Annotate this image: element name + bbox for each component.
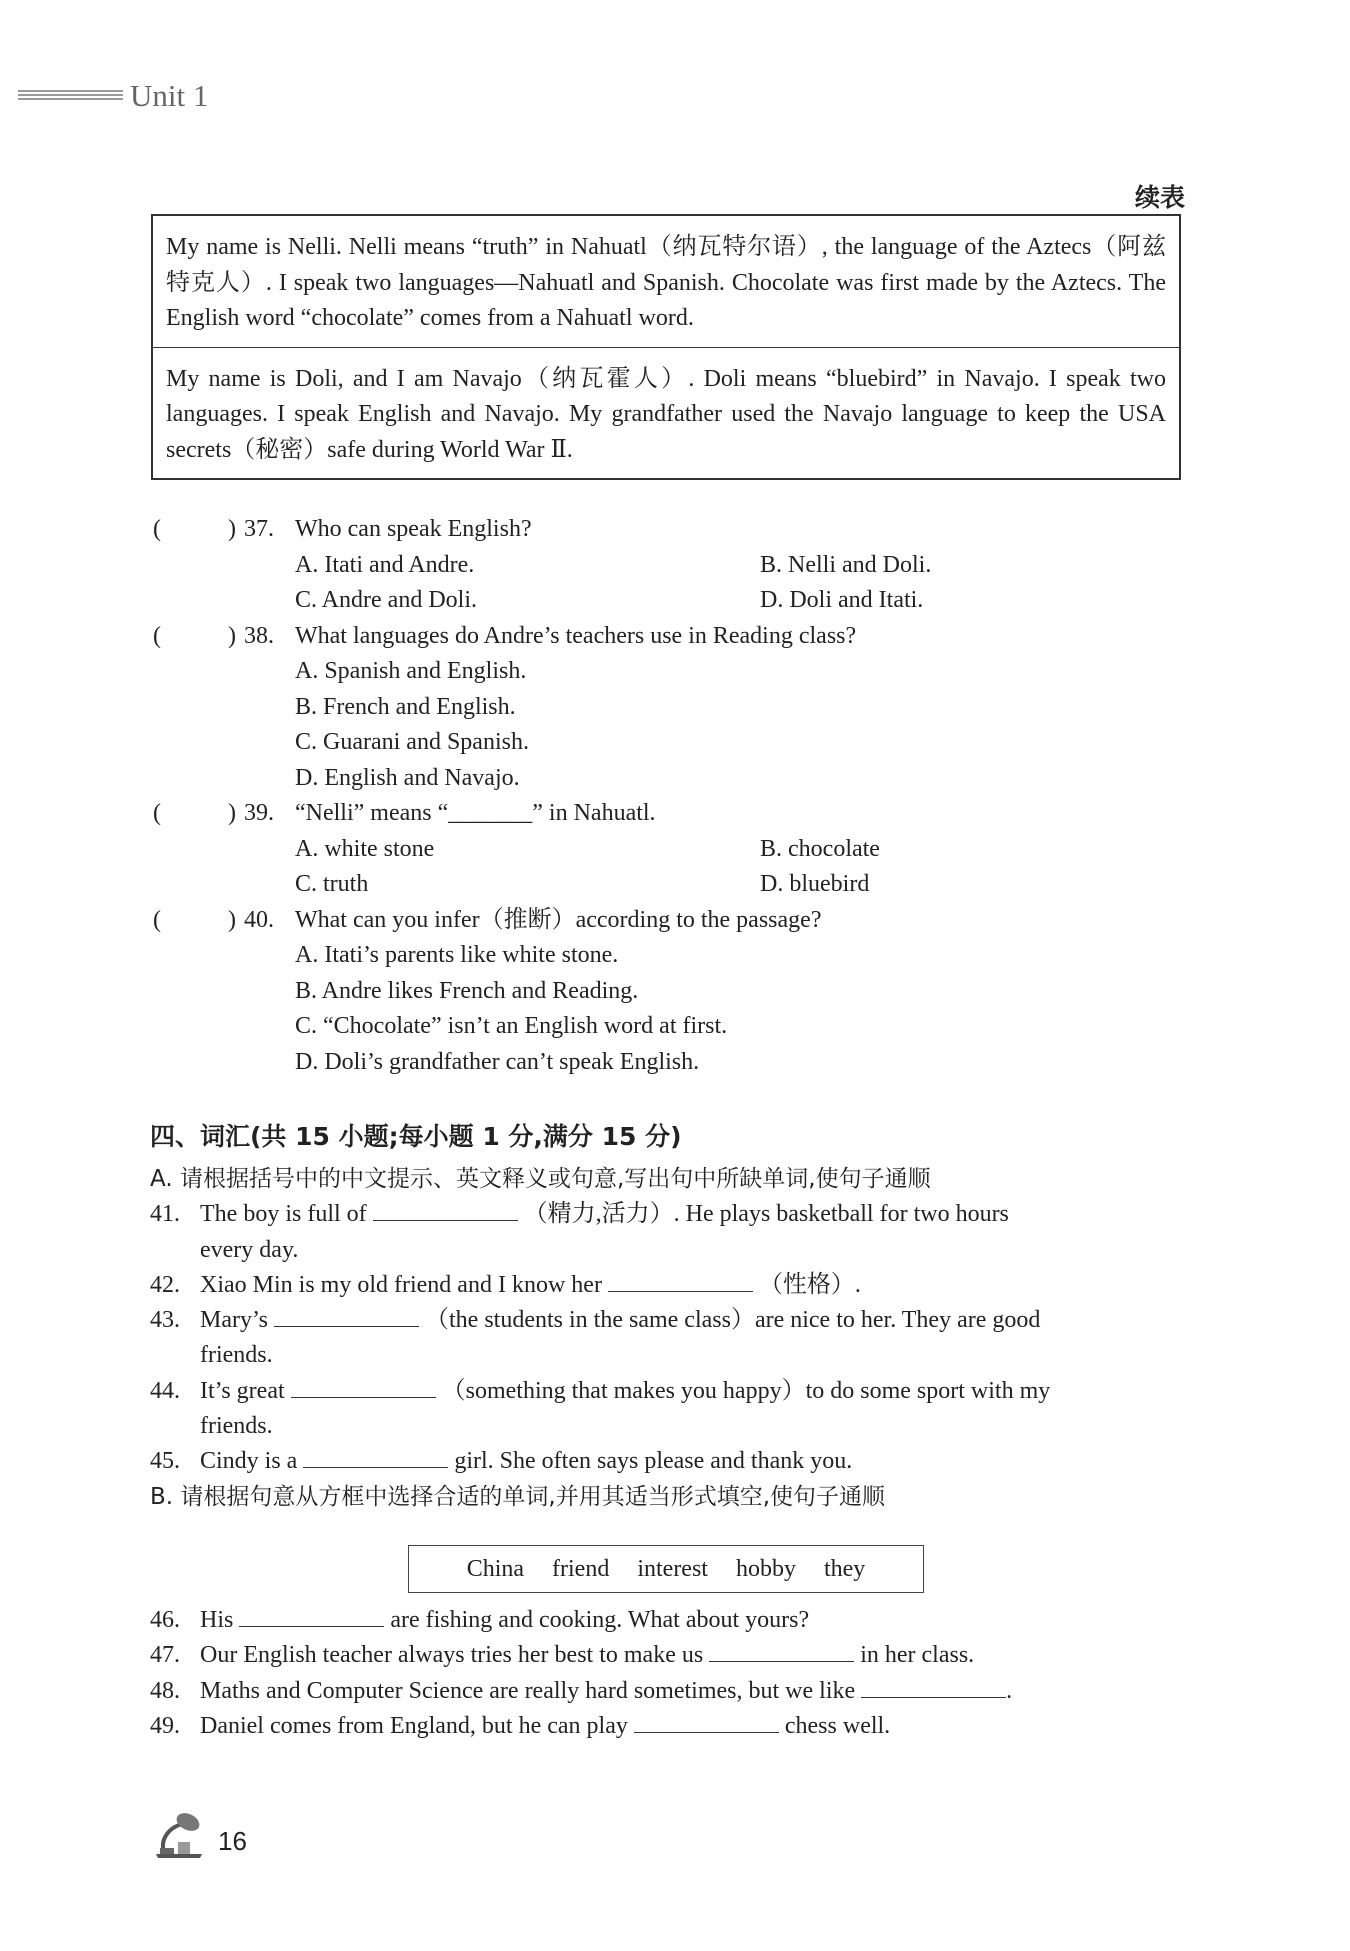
word-bank-item: they xyxy=(823,1555,866,1582)
item-49: 49. Daniel comes from England, but he can play chess well. xyxy=(150,1712,891,1739)
option-b: B. Andre likes French and Reading. xyxy=(295,977,639,1004)
word-bank-item: interest xyxy=(637,1555,708,1582)
question-text: What languages do Andre’s teachers use in Reading class? xyxy=(295,622,857,649)
answer-blank[interactable] xyxy=(303,1447,448,1468)
option-b: B. French and English. xyxy=(295,693,516,720)
question-38: ( ) 38. What languages do Andre’s teachers use in Reading class? xyxy=(150,619,1190,655)
answer-blank[interactable] xyxy=(608,1271,753,1292)
option-d: D. Doli and Itati. xyxy=(760,587,924,613)
question-number: 39. xyxy=(244,800,274,826)
header-decoration-lines xyxy=(18,90,123,104)
option-a: A. Itati and Andre. xyxy=(295,551,475,578)
passage-nelli: My name is Nelli. Nelli means “truth” in Nahuatl（纳瓦特尔语）, the language of the Aztecs（阿兹特克人）. I speak two languages—Nahuatl and Spanish. Chocolate was first made by the Aztecs. The English word “chocolate” comes from a Nahuatl word. xyxy=(166,234,1166,331)
part-b-instruction: B. 请根据句意从方框中选择合适的单词,并用其适当形式填空,使句子通顺 xyxy=(150,1483,886,1510)
answer-blank[interactable] xyxy=(274,1306,419,1327)
option-c: C. “Chocolate” isn’t an English word at first. xyxy=(295,1013,728,1039)
item-45: 45. Cindy is a girl. She often says please and thank you. xyxy=(150,1448,853,1475)
answer-blank[interactable] xyxy=(291,1377,436,1398)
item-41: 41. The boy is full of （精力,活力）. He plays basketball for two hours xyxy=(150,1201,1009,1228)
part-a-instruction: A. 请根据括号中的中文提示、英文释义或句意,写出句中所缺单词,使句子通顺 xyxy=(150,1166,931,1192)
answer-blank[interactable] xyxy=(373,1200,518,1221)
question-text: What can you infer（推断）according to the passage? xyxy=(295,906,822,933)
question-37: ( ) 37. Who can speak English? xyxy=(150,512,1190,548)
option-b: B. Nelli and Doli. xyxy=(760,551,932,578)
item-42: 42. Xiao Min is my old friend and I know her （性格）. xyxy=(150,1271,861,1298)
option-d: D. bluebird xyxy=(760,871,870,897)
option-c: C. Guarani and Spanish. xyxy=(295,729,529,755)
vocabulary-section: A. 请根据括号中的中文提示、英文释义或句意,写出句中所缺单词,使句子通顺 41. The boy is full of （精力,活力）. He plays basketball for two hours every day. 42. Xiao Min is my old friend and I know her （性格）. 43. Mary’s （the students in the same class）are nice to her. They are good friends. 44. It’s great （something that makes you happy）to do some sport with my friends. 45. Cindy is a girl. She often says please and thank you. B. 请根据句意从方框中选择合适的单词,并用其适当形式填空,使句子通顺 46. His are fishing and cooking. What about yours? 47. Our English teacher always tries her best to make us in her class. 48. Maths and Computer Science are really hard sometimes, but we like . 49. Daniel comes from England, but he can play chess well. xyxy=(150,1162,1180,1744)
answer-blank[interactable] xyxy=(709,1641,854,1662)
option-d: D. English and Navajo. xyxy=(295,764,520,791)
page-number: 16 xyxy=(218,1826,247,1856)
section-title: 四、词汇(共 15 小题;每小题 1 分,满分 15 分) xyxy=(150,1122,682,1151)
option-c: C. Andre and Doli. xyxy=(295,587,477,613)
answer-slot-37[interactable]: ) xyxy=(228,516,236,542)
passage-doli: My name is Doli, and I am Navajo（纳瓦霍人）. Doli means “bluebird” in Navajo. I speak two languages. I speak English and Navajo. My grandfather used the Navajo language to keep the USA secrets（秘密）safe during World War Ⅱ. xyxy=(153,347,1179,479)
option-d: D. Doli’s grandfather can’t speak English. xyxy=(295,1048,700,1075)
question-40: ( ) 40. What can you infer（推断）according to the passage? xyxy=(150,903,1190,939)
option-b: B. chocolate xyxy=(760,835,880,862)
question-number: 37. xyxy=(244,516,274,542)
item-44: 44. It’s great （something that makes you happy）to do some sport with my xyxy=(150,1377,1051,1404)
answer-slot-40[interactable]: ) xyxy=(228,906,236,933)
item-47: 47. Our English teacher always tries her best to make us in her class. xyxy=(150,1642,975,1669)
question-number: 38. xyxy=(244,622,274,649)
word-bank-box xyxy=(408,1545,924,1593)
answer-blank[interactable] xyxy=(861,1677,1006,1698)
question-text: “Nelli” means “_______” in Nahuatl. xyxy=(295,800,656,826)
item-43: 43. Mary’s （the students in the same class）are nice to her. They are good xyxy=(150,1307,1041,1334)
option-c: C. truth xyxy=(295,871,369,897)
question-number: 40. xyxy=(244,906,274,933)
option-a: A. white stone xyxy=(295,835,435,862)
reading-questions xyxy=(150,512,1190,1080)
answer-slot-38[interactable]: ) xyxy=(228,622,236,649)
option-a: A. Spanish and English. xyxy=(295,658,527,684)
item-46: 46. His are fishing and cooking. What about yours? xyxy=(150,1606,810,1633)
answer-slot-39[interactable]: ) xyxy=(228,800,236,826)
question-text: Who can speak English? xyxy=(295,516,532,542)
option-a: A. Itati’s parents like white stone. xyxy=(295,942,619,968)
question-39: ( ) 39. “Nelli” means “_______” in Nahuatl. xyxy=(150,796,1190,832)
item-48: 48. Maths and Computer Science are really hard sometimes, but we like . xyxy=(150,1677,1013,1704)
unit-title: Unit 1 xyxy=(130,78,209,113)
answer-blank[interactable] xyxy=(634,1712,779,1733)
word-bank-item: friend xyxy=(552,1555,610,1582)
answer-blank[interactable] xyxy=(239,1606,384,1627)
passage-table xyxy=(151,214,1181,480)
desk-lamp-icon xyxy=(150,1810,208,1860)
table-continued-label: 续表 xyxy=(1134,183,1185,212)
word-bank-item: China xyxy=(466,1555,525,1582)
word-bank-item: hobby xyxy=(735,1555,796,1582)
